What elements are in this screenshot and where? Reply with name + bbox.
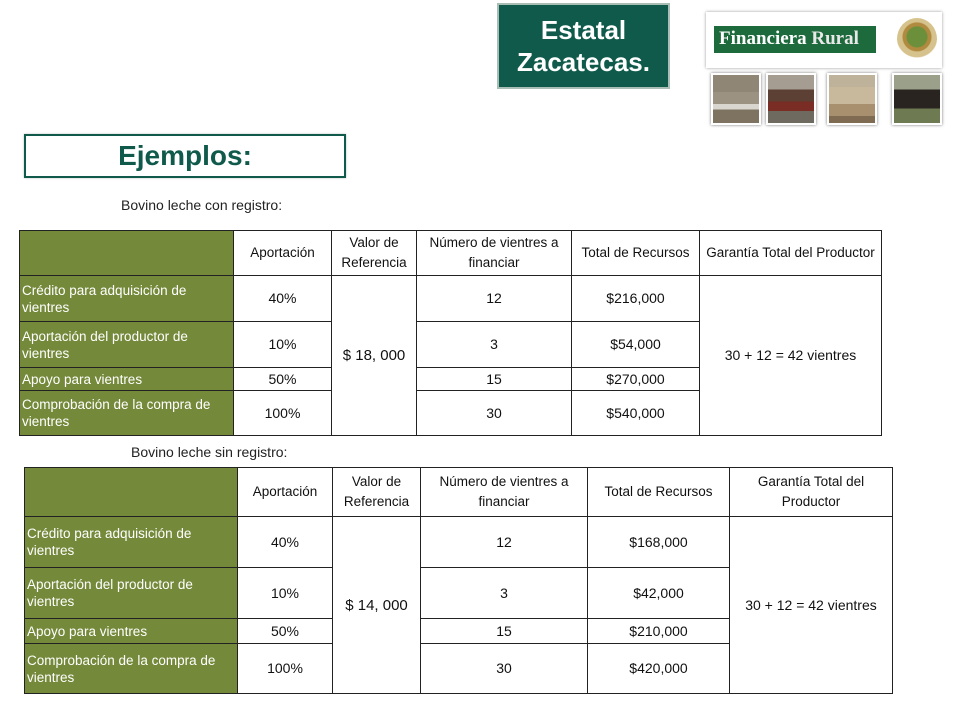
section-title: Ejemplos: [24,134,346,178]
state-title-line1: Estatal [540,15,627,45]
cell-numero: 30 [421,644,588,694]
header-corner [20,231,234,276]
cell-total: $210,000 [588,619,730,644]
table-header-row [20,231,882,276]
cell-aportacion: 50% [234,368,332,391]
cell-valor-referencia: $ 18, 000 [332,276,417,436]
cell-numero: 15 [421,619,588,644]
cell-aportacion: 100% [234,391,332,436]
cell-numero: 15 [417,368,572,391]
financing-table-sin-registro [24,467,893,694]
cell-numero: 12 [417,276,572,322]
cell-numero: 3 [421,568,588,619]
cell-aportacion: 50% [238,619,333,644]
header-numero-vientres: Número de vientres a financiar [421,468,588,517]
row-label: Aportación del productor de vientres [25,568,238,619]
row-label: Crédito para adquisición de vientres [20,276,234,322]
cell-aportacion: 10% [234,322,332,368]
header-total-recursos: Total de Recursos [588,468,730,517]
row-label: Comprobación de la compra de vientres [20,391,234,436]
header-numero-vientres: Número de vientres a financiar [417,231,572,276]
table-row [20,276,882,322]
header-garantia: Garantía Total del Productor [700,231,882,276]
cell-total: $216,000 [572,276,700,322]
cell-total: $54,000 [572,322,700,368]
cell-total: $168,000 [588,517,730,568]
cell-aportacion: 10% [238,568,333,619]
cell-aportacion: 100% [238,644,333,694]
row-label: Crédito para adquisición de vientres [25,517,238,568]
table-header-row [25,468,893,517]
table-row [25,517,893,568]
header-garantia: Garantía Total del Productor [730,468,893,517]
cell-total: $42,000 [588,568,730,619]
state-title-line2: Zacatecas. [517,47,650,77]
row-label: Aportación del productor de vientres [20,322,234,368]
header-total-recursos: Total de Recursos [572,231,700,276]
header-aportacion: Aportación [234,231,332,276]
mexico-seal-icon [897,18,937,60]
row-label: Apoyo para vientres [20,368,234,391]
cell-garantia: 30 + 12 = 42 vientres [730,517,893,694]
cell-numero: 12 [421,517,588,568]
cattle-feeding-photo [766,73,816,125]
cell-total: $270,000 [572,368,700,391]
cell-valor-referencia: $ 14, 000 [333,517,421,694]
logo-wordmark [714,26,876,53]
header-aportacion: Aportación [238,468,333,517]
cattle-photo [711,73,761,125]
financiera-rural-logo [706,12,942,68]
cell-total: $540,000 [572,391,700,436]
row-label: Comprobación de la compra de vientres [25,644,238,694]
cell-aportacion: 40% [238,517,333,568]
logo-word-rural: Rural [811,28,859,49]
header-valor-referencia: Valor de Referencia [333,468,421,517]
cell-garantia: 30 + 12 = 42 vientres [700,276,882,436]
cell-total: $420,000 [588,644,730,694]
row-label: Apoyo para vientres [25,619,238,644]
sheep-photo [827,73,877,125]
bulls-photo [892,73,942,125]
header-corner [25,468,238,517]
logo-word-financiera: Financiera [719,28,807,49]
header-valor-referencia: Valor de Referencia [332,231,417,276]
cell-aportacion: 40% [234,276,332,322]
table2-caption: Bovino leche sin registro: [131,444,288,460]
table1-caption: Bovino leche con registro: [121,197,283,213]
state-title-box [497,3,670,89]
financing-table-con-registro [19,230,882,436]
cell-numero: 3 [417,322,572,368]
cell-numero: 30 [417,391,572,436]
